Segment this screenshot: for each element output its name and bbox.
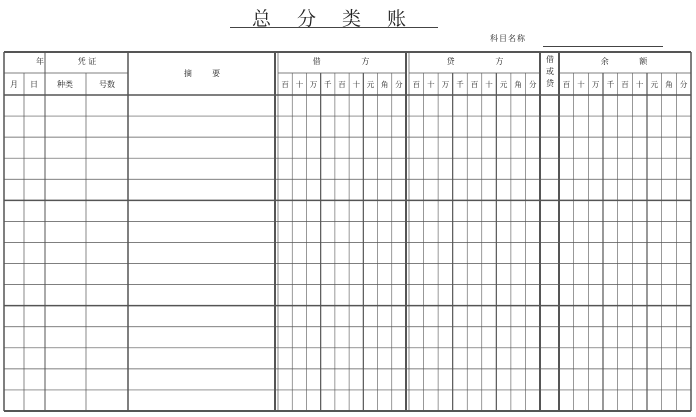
- credit-digit-label: 千: [456, 80, 464, 89]
- credit-digit-label: 万: [441, 80, 450, 89]
- col-day-label: 日: [30, 80, 38, 89]
- debit-digit-label: 分: [395, 80, 403, 89]
- balance-digit-label: 十: [635, 80, 644, 89]
- debit-digit-label: 千: [324, 80, 332, 89]
- balance-digit-label: 角: [665, 80, 673, 89]
- debit-digit-label: 十: [352, 80, 360, 89]
- col-year-label: 年: [36, 57, 44, 66]
- balance-digit-label: 百: [562, 80, 571, 89]
- col-dr-cr-3: 贷: [546, 79, 554, 88]
- col-voucher-label: 凭 证: [77, 57, 97, 66]
- debit-digit-label: 百: [281, 80, 289, 89]
- ledger-title: 总 分 类 账: [251, 8, 417, 30]
- col-voucher-type-label: 种类: [57, 80, 73, 89]
- credit-digit-label: 分: [528, 80, 537, 89]
- balance-digit-label: 十: [577, 80, 585, 89]
- col-credit-label: 贷 方: [446, 57, 504, 66]
- amount-digit-headers: [281, 79, 688, 89]
- col-dr-cr-2: 或: [546, 67, 554, 76]
- debit-digit-label: 角: [380, 80, 389, 89]
- debit-digit-label: 十: [295, 80, 304, 89]
- col-debit-label: 借 方: [312, 57, 370, 66]
- credit-digit-label: 角: [514, 80, 522, 89]
- balance-digit-label: 元: [650, 80, 659, 89]
- balance-digit-label: 分: [679, 80, 688, 89]
- col-dr-cr-1: 借: [546, 55, 554, 64]
- credit-digit-label: 十: [485, 80, 493, 89]
- col-summary-label: 摘 要: [183, 69, 221, 78]
- debit-digit-label: 百: [338, 80, 346, 89]
- col-voucher-number-label: 号数: [99, 80, 115, 89]
- debit-digit-label: 万: [309, 80, 318, 89]
- subject-name-label: 科目名称: [490, 34, 526, 43]
- credit-digit-label: 百: [470, 80, 479, 89]
- credit-digit-label: 元: [499, 80, 508, 89]
- col-month-label: 月: [10, 80, 18, 89]
- balance-digit-label: 百: [621, 80, 629, 89]
- col-balance-label: 余 额: [600, 57, 648, 66]
- balance-digit-label: 万: [591, 80, 600, 89]
- balance-digit-label: 千: [606, 80, 615, 89]
- debit-digit-label: 元: [366, 80, 375, 89]
- credit-digit-label: 十: [427, 80, 435, 89]
- ledger-grid: [4, 52, 691, 411]
- credit-digit-label: 百: [412, 80, 421, 89]
